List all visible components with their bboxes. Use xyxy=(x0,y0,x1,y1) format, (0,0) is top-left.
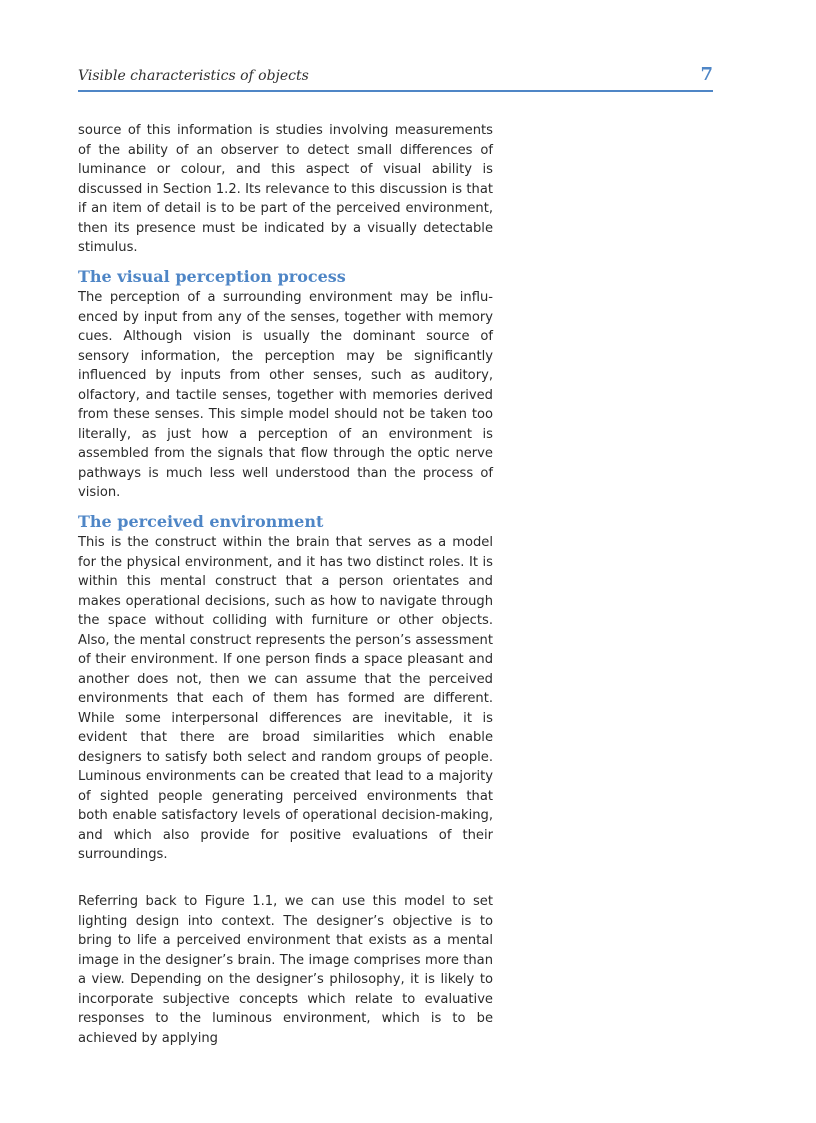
paragraph-perceived-environment: This is the construct within the brain that serves as a model for the physical environment, and it has two distinct roles. It is within this mental construct that a person orientates and makes operational decisions, such as how to navigate through the space without colliding with furniture or other objects. Also, the mental construct represents the person’s assessment of their environment. If one person finds a space pleasant and another does not, then we can assume that the perceived environments that each of them has formed are different. While some interpersonal differences are inevitable, it is evident that there are broad similarities which enable designers to satisfy both select and random groups of people. Luminous environments can be created that lead to a majority of sighted people generating perceived environments that both enable satisfactory levels of operational decision-making, and which also provide for positive evaluations of their surroundings. xyxy=(78,535,493,862)
paragraph-visual-perception: The perception of a surrounding environment may be influenced by input from any of the senses, together with memory cues. Although vision is usually the dominant source of sensory information, the perception may be significantly influenced by inputs from other senses, such as auditory, olfactory, and tactile senses, together with memories derived from these senses. This simple model should not be taken too literally, as just how a perception of an environment is assembled from the signals that flow through the optic nerve pathways is much less well understood than the process of vision. xyxy=(78,290,493,500)
heading-perceived-environment: The perceived environment xyxy=(78,512,324,531)
paragraph-intro: source of this information is studies involving measurements of the ability of an observer to detect small differences of luminance or colour, and this aspect of visual ability is discussed in Section 1.2. Its relevance to this discussion is that if an item of detail is to be part of the perceived environment, then its presence must be indicated by a visually detectable stimulus. xyxy=(78,123,493,255)
paragraph-referring-back: Referring back to Figure 1.1, we can use this model to set lighting design into context. The designer’s objective is to bring to life a perceived environment that exists as a mental image in the designer’s brain. The image comprises more than a view. Depending on the designer’s philosophy, it is likely to incorporate subjective concepts which relate to evaluative responses to the luminous environment, which is to be achieved by applying xyxy=(78,894,493,1046)
heading-visual-perception-process: The visual perception process xyxy=(78,267,346,286)
running-header xyxy=(78,66,713,90)
page-number: 7 xyxy=(700,64,713,85)
running-title: Visible characteristics of objects xyxy=(78,68,309,84)
header-rule xyxy=(78,90,713,92)
